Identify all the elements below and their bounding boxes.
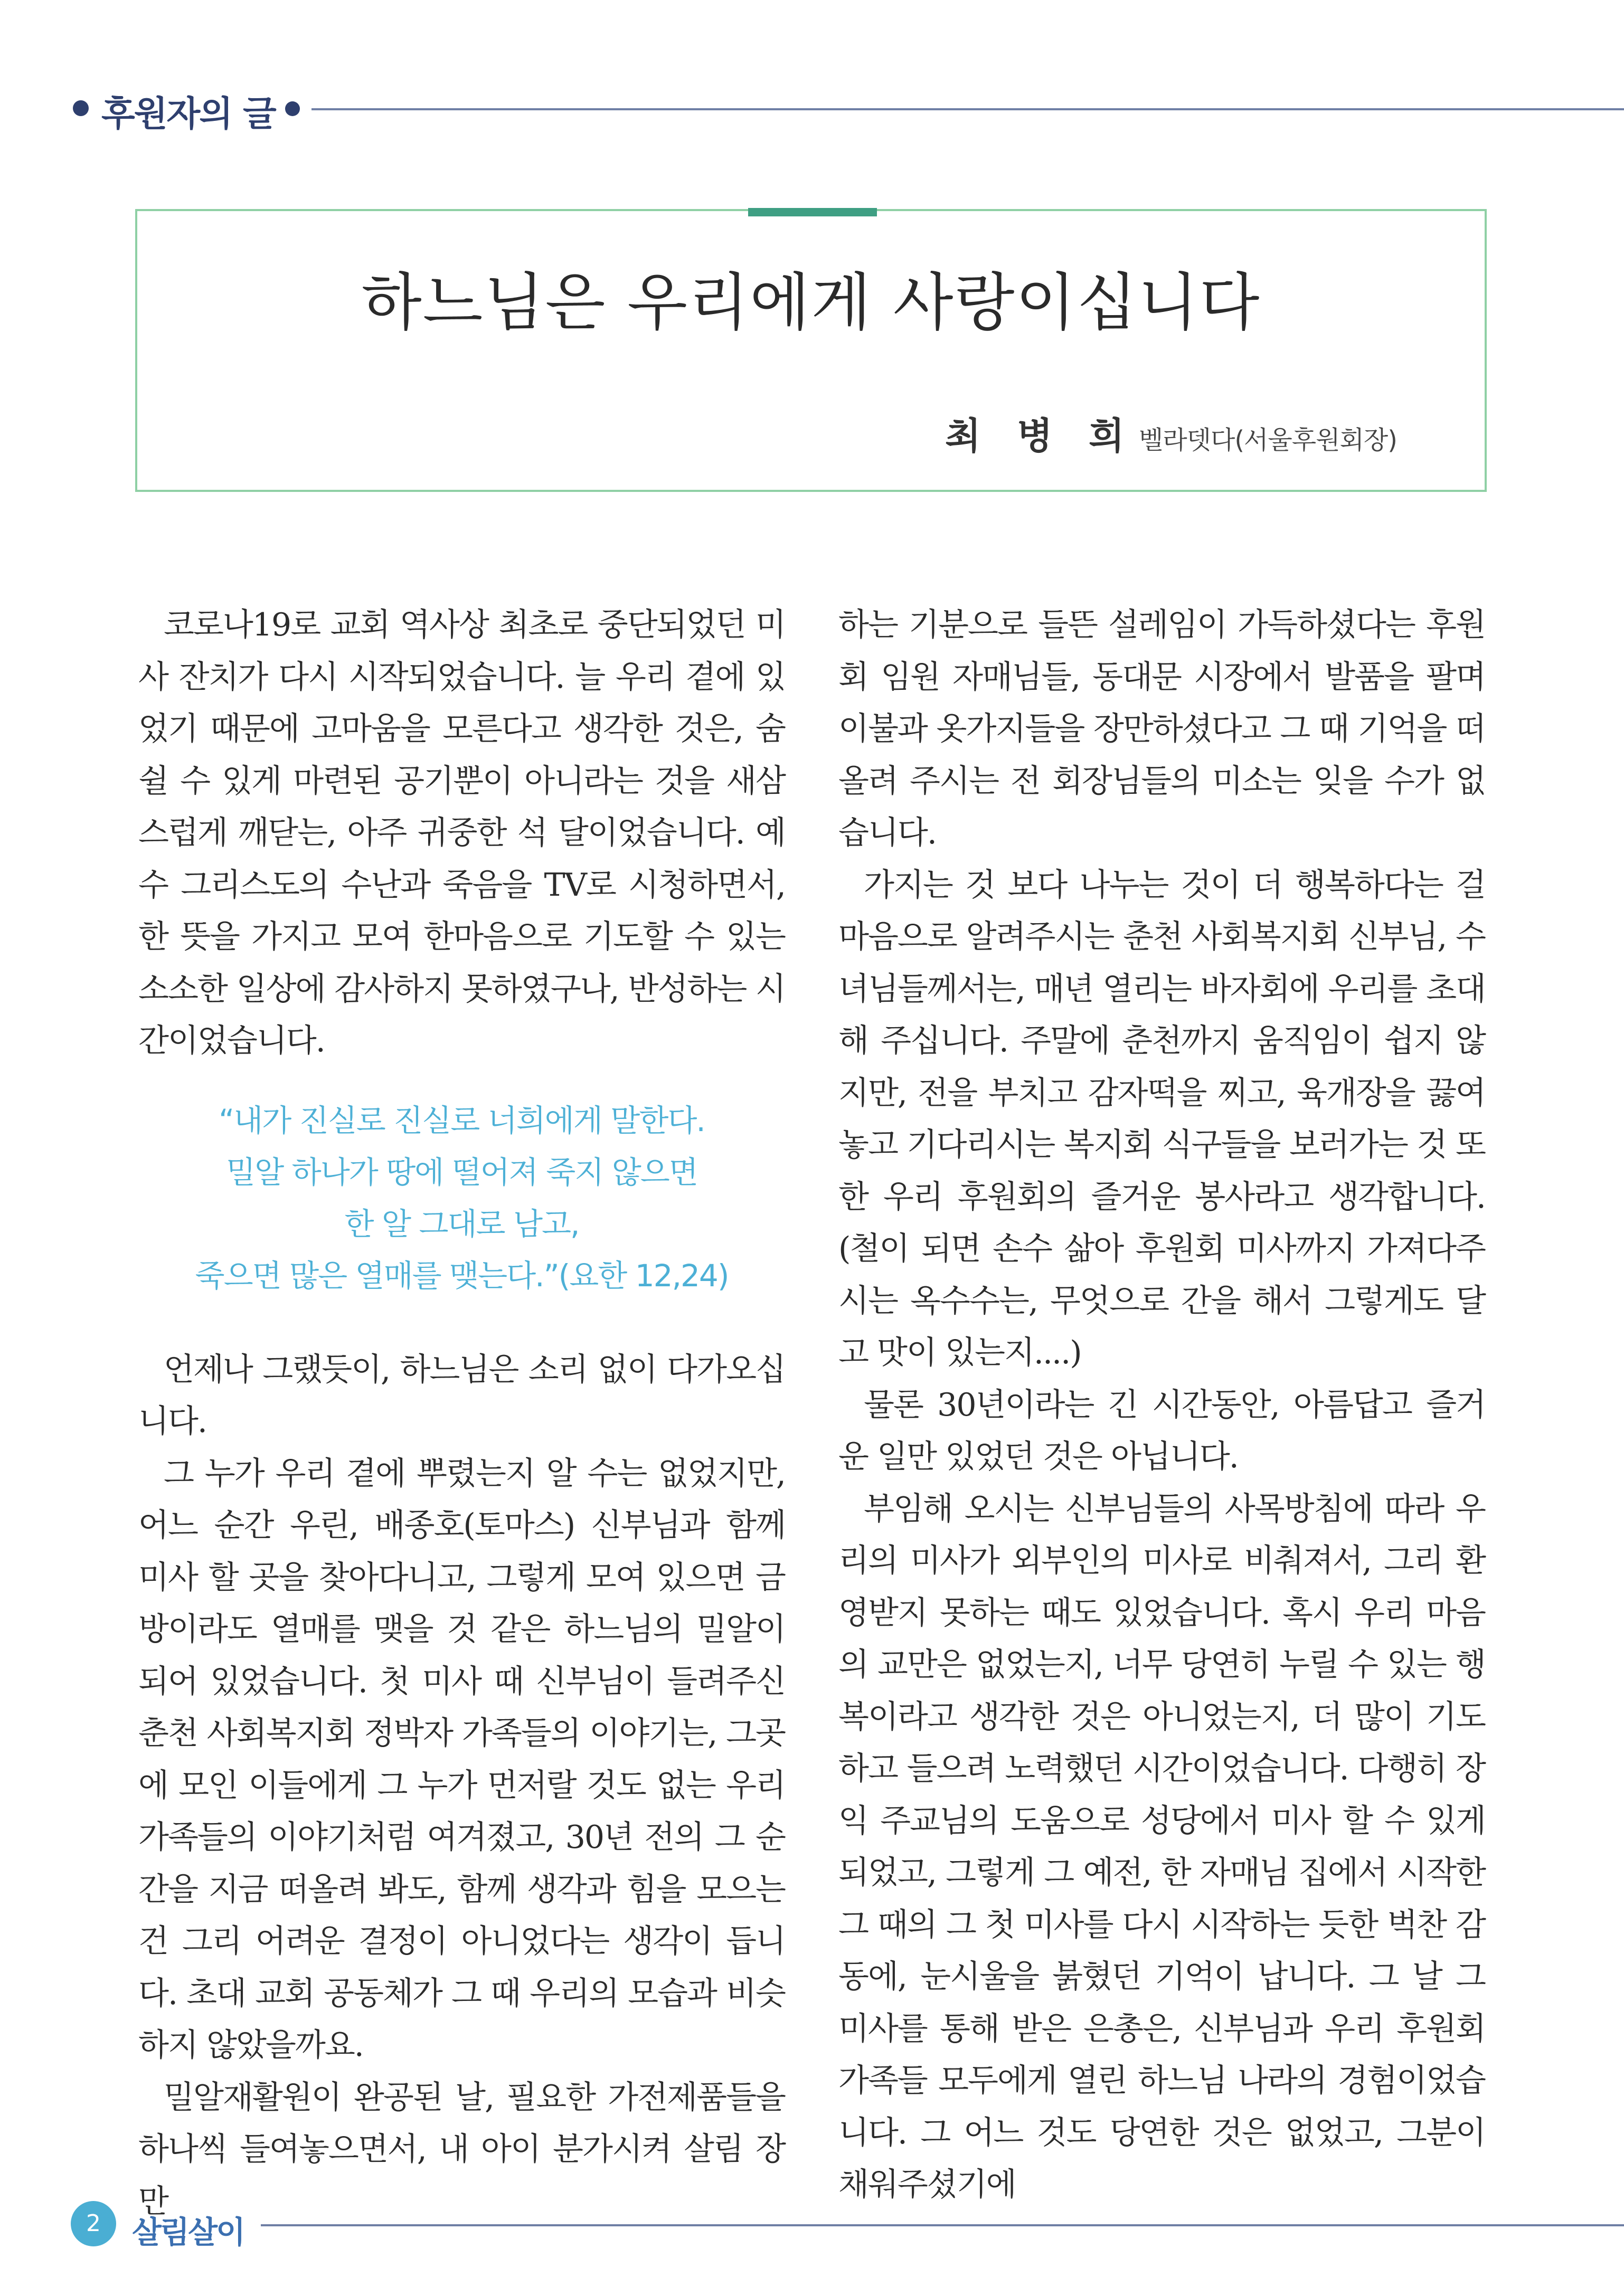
bullet-dot-icon [285,101,300,116]
bullet-dot-icon [73,100,89,116]
scripture-quote [138,1067,785,1344]
page-footer [71,2201,1624,2254]
quote-line: 한 알 그대로 남고, [344,1206,579,1242]
header-rule [311,108,1624,110]
left-column [138,599,785,2227]
quote-line: 밀알 하나가 땅에 떨어져 죽지 않으면 [226,1154,697,1190]
footer-rule [261,2224,1624,2226]
paragraph: 부임해 오시는 신부님들의 사목방침에 따라 우리의 미사가 외부인의 미사로 비춰져서, 그리 환영받지 못하는 때도 있었습니다. 혹시 우리 마음의 교만은 없었는지, 너무 당연히 누릴 수 있는 행복이라고 생각한 것은 아니었는지, 더 많이 기도하고 들으려 노력했던 시간이었습니다. 다행히 장 익 주교님의 도움으로 성당에서 미사 할 수 있게 되었고, 그렇게 그 예전, 한 자매님 집에서 시작한 그 때의 그 첫 미사를 다시 시작하는 듯한 벅찬 감동에, 눈시울을 붉혔던 기억이 납니다. 그 날 그 미사를 통해 받은 은총은, 신부님과 우리 후원회 가족들 모두에게 열린 하느님 나라의 경험이었습니다. 그 어느 것도 당연한 것은 없었고, 그분이 채워주셨기에 [838,1490,1485,2203]
magazine-logo: 살림살이 [132,2214,244,2250]
author-name: 최 병 희 [945,414,1136,458]
quote-line: 죽으면 많은 열매를 맺는다.”(요한 12,24) [195,1257,729,1294]
paragraph: 가지는 것 보다 나누는 것이 더 행복하다는 걸 마음으로 알려주시는 춘천 사회복지회 신부님, 수녀님들께서는, 매년 열리는 바자회에 우리를 초대해 주십니다. 주말에 춘천까지 움직임이 쉽지 않지만, 전을 부치고 감자떡을 찌고, 육개장을 끓여놓고 기다리시는 복지회 식구들을 보러가는 것 또한 우리 후원회의 즐거운 봉사라고 생각합니다. (철이 되면 손수 삶아 후원회 미사까지 가져다주시는 옥수수는, 무엇으로 간을 해서 그렇게도 달고 맛이 있는지....) [838,866,1485,1371]
paragraph: 물론 30년이라는 긴 시간동안, 아름답고 즐거운 일만 있었던 것은 아닙니다. [838,1386,1485,1475]
quote-line: “내가 진실로 진실로 너희에게 말한다. [219,1102,705,1138]
paragraph: 코로나19로 교회 역사상 최초로 중단되었던 미사 잔치가 다시 시작되었습니다. 늘 우리 곁에 있었기 때문에 고마움을 모른다고 생각한 것은, 숨 쉴 수 있게 마련된 공기뿐이 아니라는 것을 새삼스럽게 깨닫는, 아주 귀중한 석 달이었습니다. 예수 그리스도의 수난과 죽음을 TV로 시청하면서, 한 뜻을 가지고 모여 한마음으로 기도할 수 있는 소소한 일상에 감사하지 못하였구나, 반성하는 시간이었습니다. [138,606,785,1059]
article-title: 하느님은 우리에게 사랑이십니다 [361,266,1261,339]
paragraph: 그 누가 우리 곁에 뿌렸는지 알 수는 없었지만, 어느 순간 우린, 배종호(토마스) 신부님과 함께 미사 할 곳을 찾아다니고, 그렇게 모여 있으면 금방이라도 열매를 맺을 것 같은 하느님의 밀알이 되어 있었습니다. 첫 미사 때 신부님이 들려주신 춘천 사회복지회 정박자 가족들의 이야기는, 그곳에 모인 이들에게 그 누가 먼저랄 것도 없는 우리 가족들의 이야기처럼 여겨졌고, 30년 전의 그 순간을 지금 떠올려 봐도, 함께 생각과 힘을 모으는 건 그리 어려운 결정이 아니었다는 생각이 듭니다. 초대 교회 공동체가 그 때 우리의 모습과 비슷하지 않았을까요. [138,1455,785,2064]
section-label: 후원자의 글 [101,93,276,134]
right-column [838,599,1485,2211]
paragraph: 하는 기분으로 들뜬 설레임이 가득하셨다는 후원회 임원 자매님들, 동대문 시장에서 발품을 팔며 이불과 옷가지들을 장만하셨다고 그 때 기억을 떠올려 주시는 전 회장님들의 미소는 잊을 수가 없습니다. [838,606,1485,851]
section-header [69,78,1624,136]
author-role: 벨라뎃다(서울후원회장) [1138,425,1397,455]
page-number: 2 [71,2201,116,2246]
title-accent-bar [748,208,877,216]
paragraph: 언제나 그랬듯이, 하느님은 소리 없이 다가오십니다. [138,1351,785,1440]
byline [945,406,1397,460]
paragraph: 밀알재활원이 완공된 날, 필요한 가전제품들을 하나씩 들여놓으면서, 내 아이 분가시켜 살림 장만 [138,2079,785,2220]
